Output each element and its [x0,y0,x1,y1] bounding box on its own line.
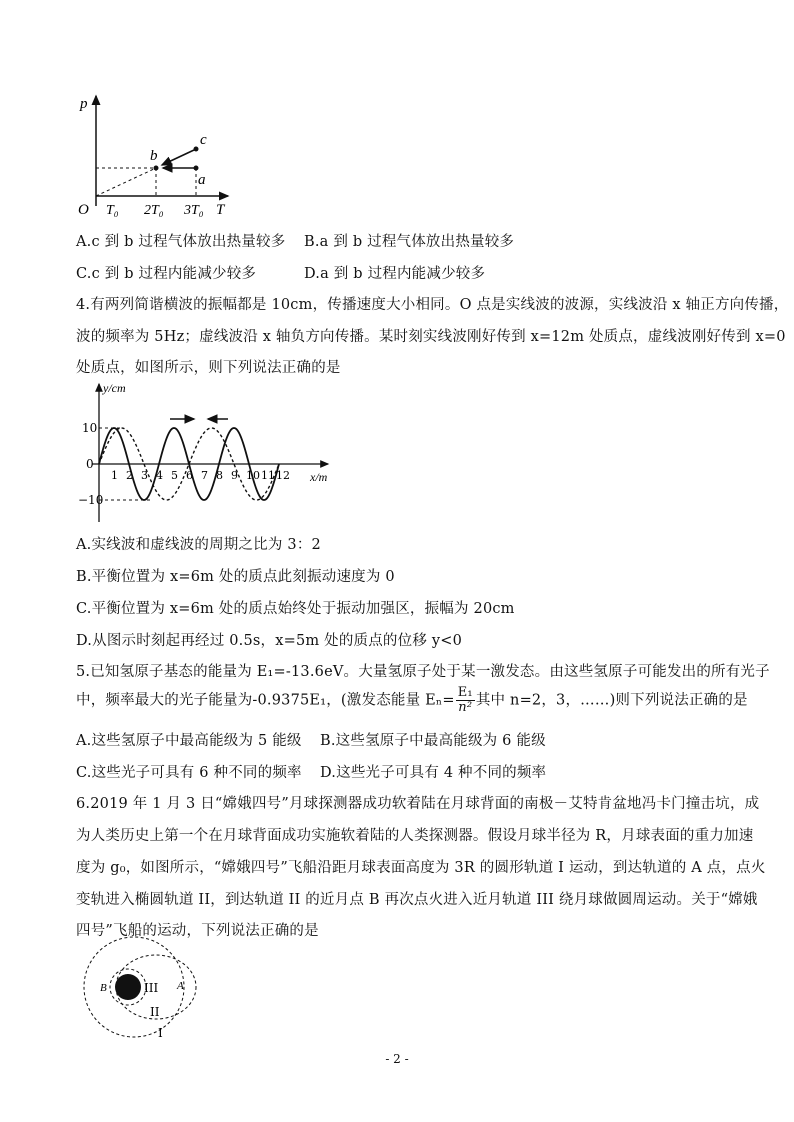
y-axis-label: y/cm [103,381,126,395]
y-tick-10: 10 [82,421,98,435]
origin-label: O [78,202,89,218]
q6-stem-line-4: 变轨进入椭圆轨道 II，到达轨道 II 的近月点 B 再次点火进入近月轨道 III 绕月球做圆周运动。关于“嫦娥 [76,892,758,908]
q5-option-a: A.这些氢原子中最高能级为 5 能级 [76,733,302,749]
q4-option-b: B.平衡位置为 x=6m 处的质点此刻振动速度为 0 [76,569,395,585]
orbit-ii-label: II [150,1005,160,1019]
q4-option-d: D.从图示时刻起再经过 0.5s，x=5m 处的质点的位移 y<0 [76,633,463,649]
x-tick-10: 10 [246,469,260,482]
q5-stem-line-2-start: 中，频率最大的光子能量为-0.9375E₁，(激发态能量 Eₙ= [76,692,455,709]
point-b [154,166,159,171]
x-tick-12: 12 [276,469,290,482]
q5-option-b: B.这些氢原子中最高能级为 6 能级 [320,733,546,749]
x-tick-11: 11 [261,469,275,482]
q3-option-a: A.c 到 b 过程气体放出热量较多 [76,234,286,250]
q6-stem-line-1: 6.2019 年 1 月 3 日“嫦娥四号”月球探测器成功软着陆在月球背面的南极－艾特肯盆地冯卡门撞击坑，成 [76,796,760,812]
point-a-label: A [177,980,184,992]
x-tick-7: 7 [201,469,208,482]
label-a: a [198,172,206,188]
x-tick-4: 4 [156,469,163,482]
origin-dashed-line [96,168,156,196]
point-c [194,147,199,152]
page-number: - 2 - [385,1052,409,1066]
q6-stem-line-5: 四号”飞船的运动，下列说法正确的是 [76,923,319,939]
q4-stem-line-1: 4.有两列简谐横波的振幅都是 10cm，传播速度大小相同。O 点是实线波的波源，实线波沿 x 轴正方向传播， [76,297,789,313]
x-tick-6: 6 [186,469,193,482]
q4-option-a: A.实线波和虚线波的周期之比为 3：2 [76,537,321,553]
q5-stem-line-2 [76,686,748,715]
tick-3t0: 3T₀ [184,203,204,218]
y-tick-0: 0 [86,457,94,471]
orbit-iii-label: III [144,981,159,995]
q5-stem-line-2-end: 其中 n=2，3，……)则下列说法正确的是 [475,692,748,709]
p-axis-label: p [80,96,88,112]
q5-option-c: C.这些光子可具有 6 种不同的频率 [76,765,302,781]
q4-stem-line-2: 波的频率为 5Hz；虚线波沿 x 轴负方向传播。某时刻实线波刚好传到 x=12m 处质点，虚线波刚好传到 x=0 [76,329,786,345]
orbit-i-label: I [158,1026,163,1040]
x-tick-8: 8 [216,469,223,482]
q5-option-d: D.这些光子可具有 4 种不同的频率 [320,765,547,781]
wave-figure [78,378,348,526]
fraction-denominator: n² [458,700,473,715]
c-to-b-process [162,150,194,165]
fraction-numerator: E₁ [457,685,473,700]
x-tick-5: 5 [171,469,178,482]
q3-option-d: D.a 到 b 过程内能减少较多 [304,266,486,282]
x-tick-1: 1 [111,469,118,482]
q3-option-b: B.a 到 b 过程气体放出热量较多 [304,234,515,250]
x-tick-9: 9 [231,469,238,482]
q6-stem-line-2: 为人类历史上第一个在月球背面成功实施软着陆的人类探测器。假设月球半径为 R，月球表面的重力加速 [76,828,754,844]
q5-stem-line-1: 5.已知氢原子基态的能量为 E₁=-13.6eV。大量氢原子处于某一激发态。由这些氢原子可能发出的所有光子 [76,664,770,680]
q6-stem-line-3: 度为 g₀，如图所示，“嫦娥四号”飞船沿距月球表面高度为 3R 的圆形轨道 I 运动，到达轨道的 A 点，点火 [76,860,766,876]
moon [115,974,141,1000]
point-b-label: B [100,982,107,994]
label-b: b [150,148,158,164]
t-axis-label: T [216,202,225,218]
q4-stem-line-3: 处质点，如图所示，则下列说法正确的是 [76,360,341,376]
x-tick-3: 3 [141,469,148,482]
q4-option-c: C.平衡位置为 x=6m 处的质点始终处于振动加强区，振幅为 20cm [76,601,515,617]
label-c: c [200,132,207,148]
pt-diagram [70,88,240,218]
q3-option-c: C.c 到 b 过程内能减少较多 [76,266,257,282]
x-tick-2: 2 [126,469,133,482]
orbit-figure [76,940,206,1040]
x-axis-label: x/m [310,470,328,484]
point-a [194,166,199,171]
tick-2t0: 2T₀ [144,203,164,218]
energy-level-fraction [456,686,475,715]
y-tick-neg10: −10 [78,493,104,507]
tick-t0: T₀ [106,203,119,218]
